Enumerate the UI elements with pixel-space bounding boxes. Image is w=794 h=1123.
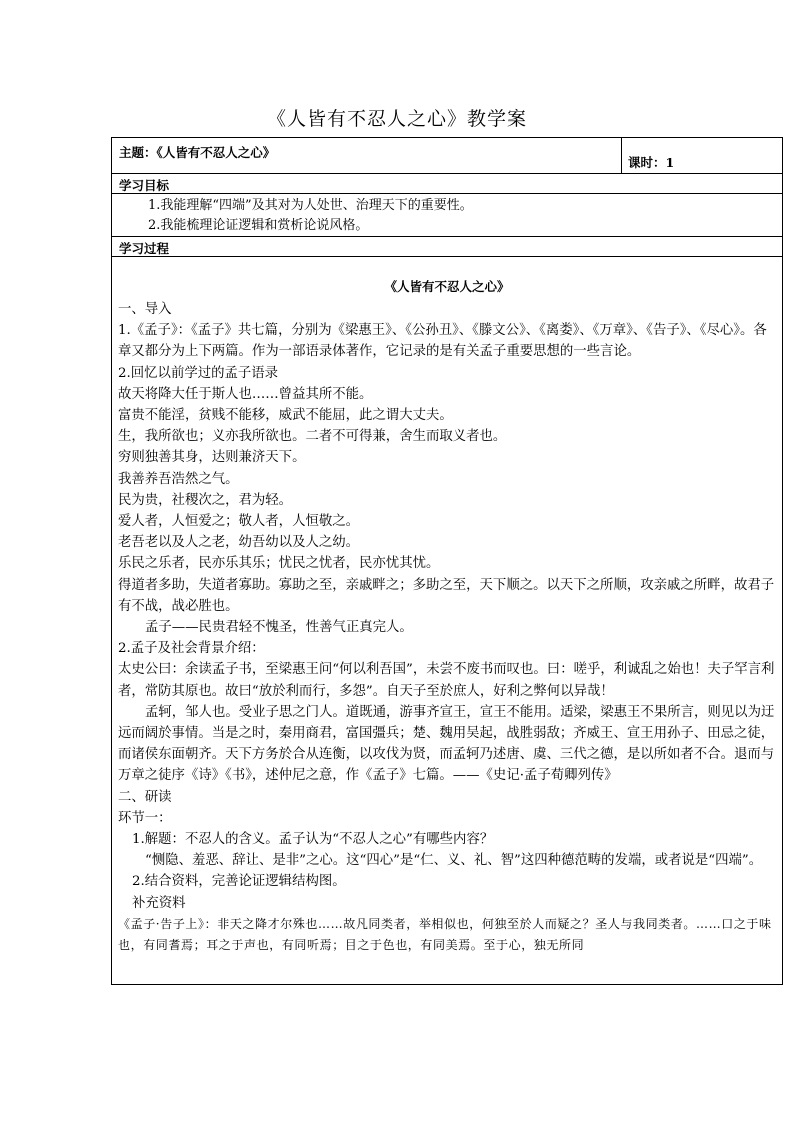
quote-line: 得道者多助，失道者寡助。寡助之至，亲戚畔之；多助之至，天下顺之。以天下之所顺，攻亲戚之所畔，故君子有不战，战必胜也。 (118, 577, 775, 614)
summary-line: 孟子——民贵君轻不愧圣，性善气正真完人。 (145, 620, 413, 636)
link-heading: 环节一： (118, 810, 172, 826)
document-title: 《人皆有不忍人之心》教学案 (266, 108, 527, 130)
class-hours-cell: 课时：1 (628, 155, 675, 170)
quote-line: 乐民之乐者，民亦乐其乐；忧民之忧者，民亦忧其忧。 (118, 556, 440, 572)
goals-list (112, 194, 782, 237)
paragraph: 2.回忆以前学过的孟子语录 (118, 365, 279, 381)
supplement-label: 补充资料 (132, 895, 186, 911)
section-heading: 二、研读 (118, 789, 172, 805)
quote-line: 民为贵，社稷次之，君为轻。 (118, 492, 293, 508)
lesson-plan-table (111, 137, 783, 985)
quote-line: 富贵不能淫，贫贱不能移，威武不能屈，此之谓大丈夫。 (118, 408, 453, 424)
goal-item: 2.我能梳理论证逻辑和赏析论说风格。 (148, 218, 369, 233)
text-title: 《人皆有不忍人之心》 (384, 279, 510, 294)
quote-line: 老吾老以及人之老，幼吾幼以及人之幼。 (118, 535, 360, 551)
topic-cell: 主题：《人皆有不忍人之心》 (112, 138, 622, 173)
quote-line: 穷则独善其身，达则兼济天下。 (118, 450, 306, 466)
task-answer: “恻隐、羞恶、辞让、是非”之心。这“四心”是“仁、义、礼、智”这四种德范畴的发端，或者说是“四端”。 (145, 853, 763, 869)
goals-heading: 学习目标 (112, 174, 782, 194)
quote-line: 爱人者，人恒爱之；敬人者，人恒敬之。 (118, 514, 360, 530)
quote-line: 生，我所欲也；义亦我所欲也。二者不可得兼，舍生而取义者也。 (118, 429, 507, 445)
quote-line: 我善养吾浩然之气。 (118, 471, 239, 487)
topic-row (112, 138, 782, 174)
paragraph: 孟轲，邹人也。受业子思之门人。道既通，游事齐宣王，宣王不能用。适梁，梁惠王不果所言，则见以为迂远而阔於事情。当是之时，秦用商君，富国彊兵；楚、魏用吴起，战胜弱敌；齐威王、宣王用孙子、田忌之徒，而诸侯东面朝齐。天下方务於合从连衡，以攻伐为贤，而孟轲乃述唐、虞、三代之德，是以所如者不合。退而与万章之徒序《诗》《书》，述仲尼之意，作《孟子》七篇。——《史记·孟子荀卿列传》 (118, 704, 775, 784)
task-item: 2.结合资料，完善论证逻辑结构图。 (132, 874, 346, 890)
paragraph: 太史公曰：余读孟子书，至梁惠王问“何以利吾国”，未尝不废书而叹也。曰：嗟乎，利诚乱之始也！夫子罕言利者，常防其原也。故曰“放於利而行，多怨”。自天子至於庶人，好利之弊何以异哉！ (118, 662, 775, 699)
paragraph: 2.孟子及社会背景介绍： (118, 641, 265, 657)
process-body (112, 257, 782, 984)
quote-line: 故天将降大任于斯人也……曾益其所不能。 (118, 386, 373, 402)
process-heading: 学习过程 (112, 237, 782, 257)
paragraph: 1.《孟子》：《孟子》共七篇，分别为《梁惠王》、《公孙丑》、《滕文公》、《离娄》、《万章》、《告子》、《尽心》。各章又都分为上下两篇。作为一部语录体著作，它记录的是有关孟子重要思想的一些言论。 (118, 323, 767, 360)
task-item: 1.解题：不忍人的含义。孟子认为“不忍人之心”有哪些内容？ (132, 832, 494, 848)
section-heading: 一、导入 (118, 302, 172, 317)
supplement-text: 《孟子·告子上》：非天之降才尔殊也……故凡同类者，举相似也，何独至於人而疑之？圣人与我同类者。……口之于味也，有同耆焉；耳之于声也，有同听焉；目之于色也，有同美焉。至于心，独无所同 (118, 916, 772, 953)
goal-item: 1.我能理解“四端”及其对为人处世、治理天下的重要性。 (148, 198, 473, 213)
